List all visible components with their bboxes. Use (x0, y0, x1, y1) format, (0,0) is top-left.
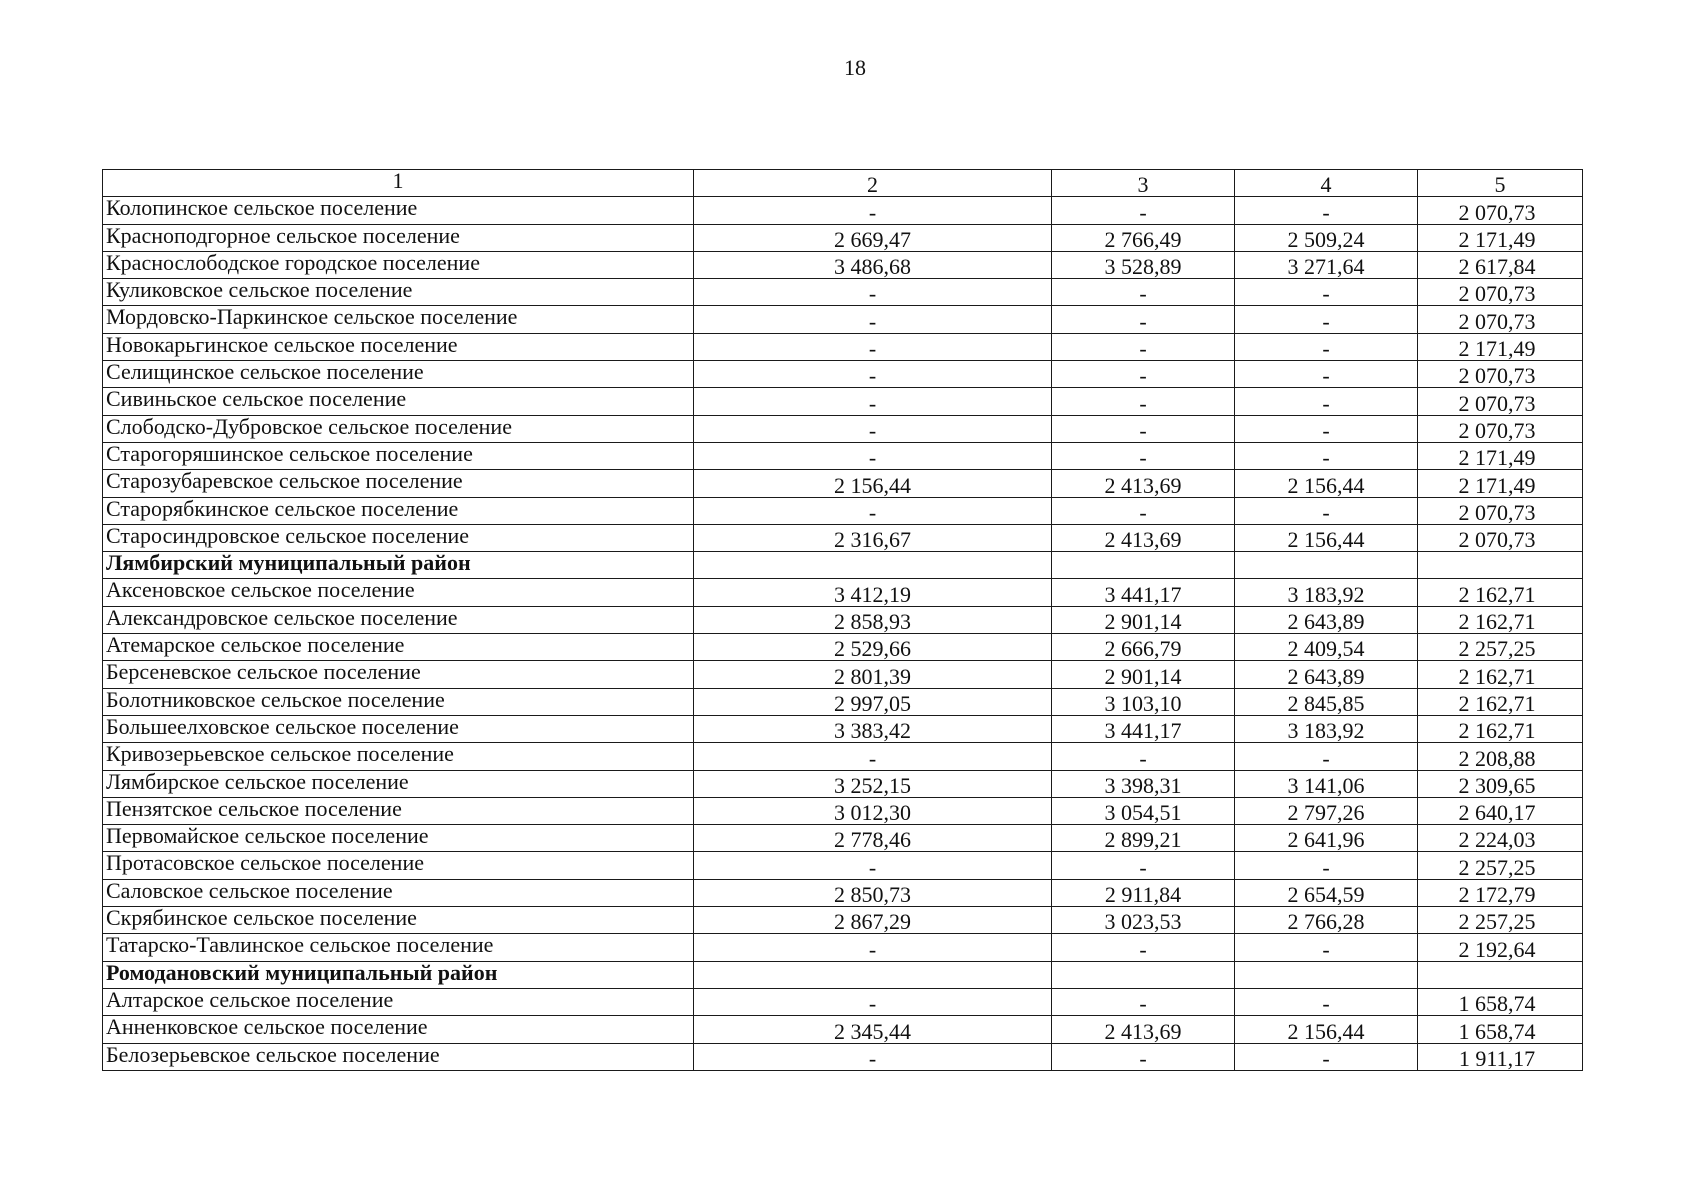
settlement-name-cell: Старозубаревское сельское поселение (103, 470, 694, 497)
value-cell-col4: 3 183,92 (1235, 715, 1418, 742)
settlement-name-cell: Белозерьевское сельское поселение (103, 1043, 694, 1070)
value-cell-col2: 2 997,05 (694, 688, 1052, 715)
value-cell-col4: 2 156,44 (1235, 470, 1418, 497)
settlement-name-cell: Кривозерьевское сельское поселение (103, 743, 694, 770)
table-row (103, 197, 1583, 224)
value-cell-col2: 2 858,93 (694, 606, 1052, 633)
value-cell-col3: - (1052, 415, 1235, 442)
value-cell-col3: 3 528,89 (1052, 251, 1235, 278)
value-cell-col2: 2 345,44 (694, 1016, 1052, 1043)
value-cell-col3: 3 398,31 (1052, 770, 1235, 797)
table-body (103, 170, 1583, 1071)
value-cell-col4: 2 654,59 (1235, 879, 1418, 906)
value-cell-col3: 2 666,79 (1052, 634, 1235, 661)
table-row (103, 907, 1583, 934)
value-cell-col5: 2 070,73 (1418, 497, 1583, 524)
settlement-name-cell: Новокарьгинское сельское поселение (103, 333, 694, 360)
settlement-name-cell: Татарско-Тавлинское сельское поселение (103, 934, 694, 961)
value-cell-col4: - (1235, 743, 1418, 770)
value-cell-col5: 2 257,25 (1418, 634, 1583, 661)
value-cell-col3: 3 103,10 (1052, 688, 1235, 715)
value-cell-col3: 3 441,17 (1052, 715, 1235, 742)
value-cell-col2: - (694, 743, 1052, 770)
value-cell-col3: 2 413,69 (1052, 524, 1235, 551)
value-cell-col4: - (1235, 306, 1418, 333)
value-cell-col5: 2 070,73 (1418, 388, 1583, 415)
value-cell-col5: 2 640,17 (1418, 797, 1583, 824)
value-cell-col2: - (694, 197, 1052, 224)
district-name-cell: Ромодановский муниципальный район (103, 961, 694, 988)
data-table (102, 169, 1583, 1071)
table-row (103, 606, 1583, 633)
value-cell-col5: 2 309,65 (1418, 770, 1583, 797)
value-cell-col3 (1052, 961, 1235, 988)
value-cell-col5 (1418, 552, 1583, 579)
value-cell-col3: 2 901,14 (1052, 606, 1235, 633)
value-cell-col5: 2 162,71 (1418, 579, 1583, 606)
settlement-name-cell: Краснoподгорное сельское поселение (103, 224, 694, 251)
value-cell-col5: 2 162,71 (1418, 688, 1583, 715)
value-cell-col4: 2 643,89 (1235, 661, 1418, 688)
value-cell-col2: 3 012,30 (694, 797, 1052, 824)
value-cell-col4: - (1235, 197, 1418, 224)
value-cell-col3: 2 766,49 (1052, 224, 1235, 251)
value-cell-col3: - (1052, 306, 1235, 333)
column-header-3: 3 (1052, 170, 1235, 197)
value-cell-col2: - (694, 415, 1052, 442)
value-cell-col3: - (1052, 497, 1235, 524)
value-cell-col2: 2 156,44 (694, 470, 1052, 497)
settlement-name-cell: Сивиньское сельское поселение (103, 388, 694, 415)
value-cell-col2: 2 850,73 (694, 879, 1052, 906)
value-cell-col2: - (694, 497, 1052, 524)
value-cell-col5: 2 070,73 (1418, 279, 1583, 306)
value-cell-col4: 3 141,06 (1235, 770, 1418, 797)
settlement-name-cell: Большеелховское сельское поселение (103, 715, 694, 742)
value-cell-col3: - (1052, 197, 1235, 224)
value-cell-col4: 3 271,64 (1235, 251, 1418, 278)
column-header-4: 4 (1235, 170, 1418, 197)
page-number: 18 (844, 55, 866, 80)
value-cell-col5: 2 070,73 (1418, 197, 1583, 224)
table-row (103, 579, 1583, 606)
value-cell-col2 (694, 961, 1052, 988)
value-cell-col5: 2 162,71 (1418, 715, 1583, 742)
settlement-name-cell: Протасовское сельское поселение (103, 852, 694, 879)
settlement-name-cell: Пензятское сельское поселение (103, 797, 694, 824)
table-row (103, 852, 1583, 879)
value-cell-col3: - (1052, 279, 1235, 306)
value-cell-col2: - (694, 388, 1052, 415)
column-header-2: 2 (694, 170, 1052, 197)
value-cell-col2: 2 867,29 (694, 907, 1052, 934)
table-row (103, 415, 1583, 442)
table-row (103, 442, 1583, 469)
table-row (103, 1043, 1583, 1070)
value-cell-col4: - (1235, 279, 1418, 306)
column-header-1: 1 (103, 170, 694, 197)
settlement-name-cell: Слободско-Дубровское сельское поселение (103, 415, 694, 442)
value-cell-col4: 2 509,24 (1235, 224, 1418, 251)
table-row (103, 224, 1583, 251)
value-cell-col5: 2 070,73 (1418, 415, 1583, 442)
value-cell-col4: - (1235, 1043, 1418, 1070)
value-cell-col2: - (694, 988, 1052, 1015)
district-row (103, 552, 1583, 579)
settlement-name-cell: Атемарское сельское поселение (103, 634, 694, 661)
table-row (103, 715, 1583, 742)
value-cell-col5: 2 172,79 (1418, 879, 1583, 906)
value-cell-col3: 2 413,69 (1052, 470, 1235, 497)
value-cell-col2: 3 252,15 (694, 770, 1052, 797)
value-cell-col3: - (1052, 1043, 1235, 1070)
table-row (103, 934, 1583, 961)
value-cell-col3: - (1052, 988, 1235, 1015)
value-cell-col2: - (694, 333, 1052, 360)
value-cell-col3: - (1052, 388, 1235, 415)
value-cell-col4: 3 183,92 (1235, 579, 1418, 606)
table-row (103, 388, 1583, 415)
settlement-name-cell: Старогоряшинское сельское поселение (103, 442, 694, 469)
value-cell-col4: 2 409,54 (1235, 634, 1418, 661)
settlement-name-cell: Куликовское сельское поселение (103, 279, 694, 306)
value-cell-col5: 2 257,25 (1418, 907, 1583, 934)
value-cell-col3: 3 023,53 (1052, 907, 1235, 934)
settlement-name-cell: Лямбирское сельское поселение (103, 770, 694, 797)
table-row (103, 988, 1583, 1015)
table-row (103, 770, 1583, 797)
value-cell-col4: 2 643,89 (1235, 606, 1418, 633)
value-cell-col2: 3 412,19 (694, 579, 1052, 606)
table-row (103, 879, 1583, 906)
value-cell-col2: - (694, 934, 1052, 961)
table-row (103, 634, 1583, 661)
value-cell-col3: 3 441,17 (1052, 579, 1235, 606)
value-cell-col2: 2 316,67 (694, 524, 1052, 551)
header-row (103, 170, 1583, 197)
table-row (103, 797, 1583, 824)
value-cell-col2: - (694, 306, 1052, 333)
value-cell-col4: 2 156,44 (1235, 1016, 1418, 1043)
value-cell-col2: 2 529,66 (694, 634, 1052, 661)
value-cell-col2: - (694, 852, 1052, 879)
value-cell-col4: - (1235, 361, 1418, 388)
value-cell-col3: 2 901,14 (1052, 661, 1235, 688)
value-cell-col5: 2 617,84 (1418, 251, 1583, 278)
value-cell-col5: 2 171,49 (1418, 442, 1583, 469)
value-cell-col5: 2 070,73 (1418, 524, 1583, 551)
table-row (103, 524, 1583, 551)
settlement-name-cell: Аксеновское сельское поселение (103, 579, 694, 606)
settlement-name-cell: Мордовско-Паркинское сельское поселение (103, 306, 694, 333)
district-row (103, 961, 1583, 988)
district-name-cell: Лямбирский муниципальный район (103, 552, 694, 579)
value-cell-col4: - (1235, 934, 1418, 961)
value-cell-col5: 2 070,73 (1418, 361, 1583, 388)
table-row (103, 497, 1583, 524)
settlement-name-cell: Скрябинское сельское поселение (103, 907, 694, 934)
table-row (103, 470, 1583, 497)
value-cell-col5: 1 658,74 (1418, 1016, 1583, 1043)
settlement-name-cell: Первомайское сельское поселение (103, 825, 694, 852)
table-row (103, 688, 1583, 715)
table-row (103, 251, 1583, 278)
settlement-name-cell: Селищинское сельское поселение (103, 361, 694, 388)
settlement-name-cell: Старорябкинское сельское поселение (103, 497, 694, 524)
value-cell-col5: 2 208,88 (1418, 743, 1583, 770)
value-cell-col4: 2 766,28 (1235, 907, 1418, 934)
value-cell-col2 (694, 552, 1052, 579)
value-cell-col3: - (1052, 743, 1235, 770)
table-row (103, 333, 1583, 360)
settlement-name-cell: Саловское сельское поселение (103, 879, 694, 906)
value-cell-col3 (1052, 552, 1235, 579)
value-cell-col5: 2 257,25 (1418, 852, 1583, 879)
value-cell-col3: - (1052, 442, 1235, 469)
settlement-name-cell: Александровское сельское поселение (103, 606, 694, 633)
value-cell-col4: 2 156,44 (1235, 524, 1418, 551)
value-cell-col2: - (694, 279, 1052, 306)
value-cell-col4: 2 641,96 (1235, 825, 1418, 852)
value-cell-col5: 1 911,17 (1418, 1043, 1583, 1070)
table-row (103, 361, 1583, 388)
settlement-name-cell: Старосиндровское сельское поселение (103, 524, 694, 551)
settlement-name-cell: Болотниковское сельское поселение (103, 688, 694, 715)
value-cell-col4: 2 845,85 (1235, 688, 1418, 715)
value-cell-col5: 2 192,64 (1418, 934, 1583, 961)
value-cell-col4: - (1235, 497, 1418, 524)
settlement-name-cell: Алтарское сельское поселение (103, 988, 694, 1015)
value-cell-col3: 2 911,84 (1052, 879, 1235, 906)
value-cell-col5: 2 070,73 (1418, 306, 1583, 333)
value-cell-col3: 2 899,21 (1052, 825, 1235, 852)
value-cell-col5: 2 171,49 (1418, 470, 1583, 497)
table-row (103, 743, 1583, 770)
table-row (103, 825, 1583, 852)
value-cell-col5: 2 224,03 (1418, 825, 1583, 852)
value-cell-col5: 2 162,71 (1418, 661, 1583, 688)
settlement-name-cell: Анненковское сельское поселение (103, 1016, 694, 1043)
value-cell-col5: 2 171,49 (1418, 333, 1583, 360)
table-row (103, 306, 1583, 333)
settlement-name-cell: Краснослободское городское поселение (103, 251, 694, 278)
value-cell-col2: 3 486,68 (694, 251, 1052, 278)
value-cell-col4: - (1235, 415, 1418, 442)
table-row (103, 661, 1583, 688)
value-cell-col3: - (1052, 852, 1235, 879)
value-cell-col3: - (1052, 333, 1235, 360)
value-cell-col2: 2 801,39 (694, 661, 1052, 688)
value-cell-col3: 2 413,69 (1052, 1016, 1235, 1043)
value-cell-col2: 2 669,47 (694, 224, 1052, 251)
value-cell-col4: - (1235, 333, 1418, 360)
column-header-5: 5 (1418, 170, 1583, 197)
value-cell-col5: 2 162,71 (1418, 606, 1583, 633)
value-cell-col4: - (1235, 442, 1418, 469)
value-cell-col4: - (1235, 988, 1418, 1015)
value-cell-col5: 1 658,74 (1418, 988, 1583, 1015)
table-row (103, 1016, 1583, 1043)
value-cell-col4 (1235, 961, 1418, 988)
value-cell-col4 (1235, 552, 1418, 579)
value-cell-col3: 3 054,51 (1052, 797, 1235, 824)
value-cell-col3: - (1052, 934, 1235, 961)
value-cell-col2: 3 383,42 (694, 715, 1052, 742)
value-cell-col4: 2 797,26 (1235, 797, 1418, 824)
value-cell-col2: - (694, 1043, 1052, 1070)
value-cell-col5 (1418, 961, 1583, 988)
value-cell-col4: - (1235, 388, 1418, 415)
value-cell-col3: - (1052, 361, 1235, 388)
value-cell-col4: - (1235, 852, 1418, 879)
value-cell-col2: - (694, 442, 1052, 469)
table-row (103, 279, 1583, 306)
value-cell-col5: 2 171,49 (1418, 224, 1583, 251)
value-cell-col2: 2 778,46 (694, 825, 1052, 852)
value-cell-col2: - (694, 361, 1052, 388)
settlement-name-cell: Берсеневское сельское поселение (103, 661, 694, 688)
settlement-name-cell: Колопинское сельское поселение (103, 197, 694, 224)
